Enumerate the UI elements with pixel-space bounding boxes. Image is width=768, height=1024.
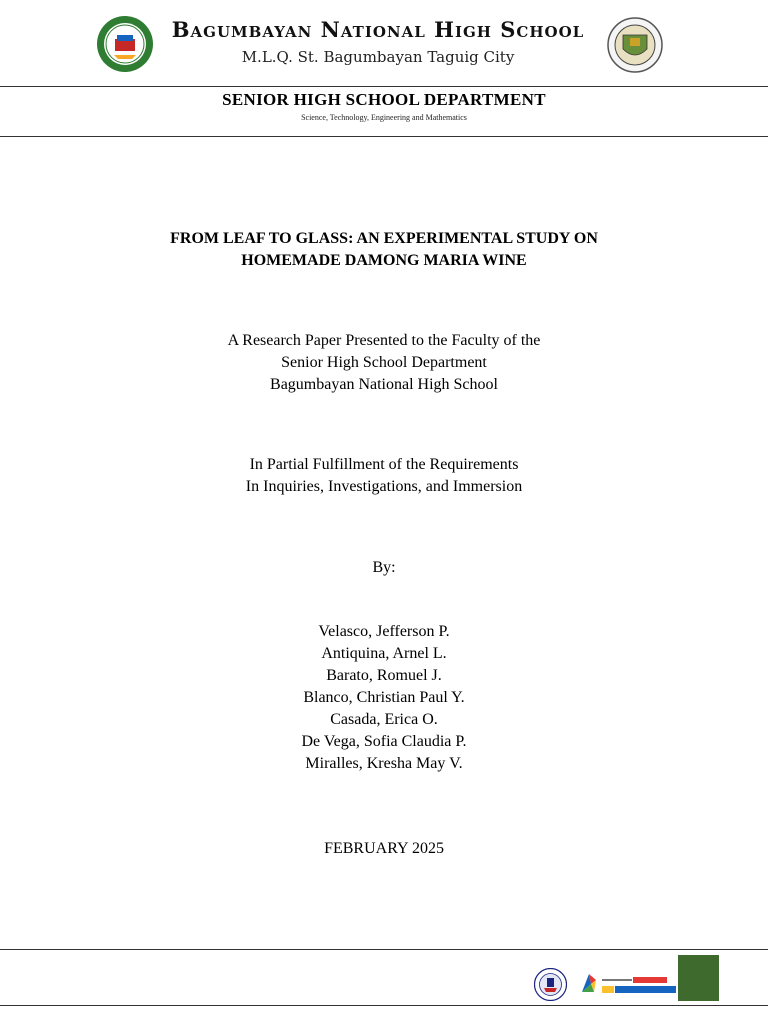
- author-name: Antiquina, Arnel L.: [321, 645, 447, 662]
- presentation-line: Bagumbayan National High School: [270, 376, 498, 393]
- author-list: [0, 621, 768, 775]
- author-name: Velasco, Jefferson P.: [318, 623, 450, 640]
- header-divider-bottom: [0, 136, 768, 137]
- school-name: Bagumbayan National High School: [171, 17, 585, 42]
- school-seal-left-icon: [96, 15, 154, 73]
- author-name: Blanco, Christian Paul Y.: [303, 689, 465, 706]
- submission-date: FEBRUARY 2025: [324, 840, 444, 857]
- header-divider-top: [0, 86, 768, 87]
- author-name: Casada, Erica O.: [330, 711, 438, 728]
- department-title: SENIOR HIGH SCHOOL DEPARTMENT: [222, 90, 546, 109]
- sulong-edukalidad-logo-icon: [602, 977, 676, 997]
- paper-title-line: HOMEMADE DAMONG MARIA WINE: [241, 252, 527, 269]
- paper-title: [0, 228, 768, 272]
- paper-title-line: FROM LEAF TO GLASS: AN EXPERIMENTAL STUDY ON: [170, 230, 598, 247]
- footer-divider-bottom: [0, 1005, 768, 1006]
- school-address: M.L.Q. St. Bagumbayan Taguig City: [241, 48, 515, 66]
- sulong-edukalidad-mark-icon: [578, 970, 600, 996]
- presentation-line: A Research Paper Presented to the Faculty of the: [227, 332, 541, 349]
- footer-green-logo: [678, 955, 719, 1001]
- presentation-statement: [0, 330, 768, 396]
- author-name: De Vega, Sofia Claudia P.: [301, 733, 467, 750]
- by-label: By:: [372, 559, 396, 576]
- fulfillment-statement: [0, 454, 768, 498]
- footer-divider-top: [0, 949, 768, 950]
- fulfillment-line: In Partial Fulfillment of the Requirements: [249, 456, 519, 473]
- author-name: Miralles, Kresha May V.: [305, 755, 463, 772]
- author-name: Barato, Romuel J.: [326, 667, 442, 684]
- school-seal-right-icon: [607, 17, 663, 73]
- presentation-line: Senior High School Department: [281, 354, 487, 371]
- fulfillment-line: In Inquiries, Investigations, and Immersion: [245, 478, 523, 495]
- deped-seal-icon: [534, 968, 567, 1001]
- strand-subtitle: Science, Technology, Engineering and Mathematics: [301, 113, 467, 122]
